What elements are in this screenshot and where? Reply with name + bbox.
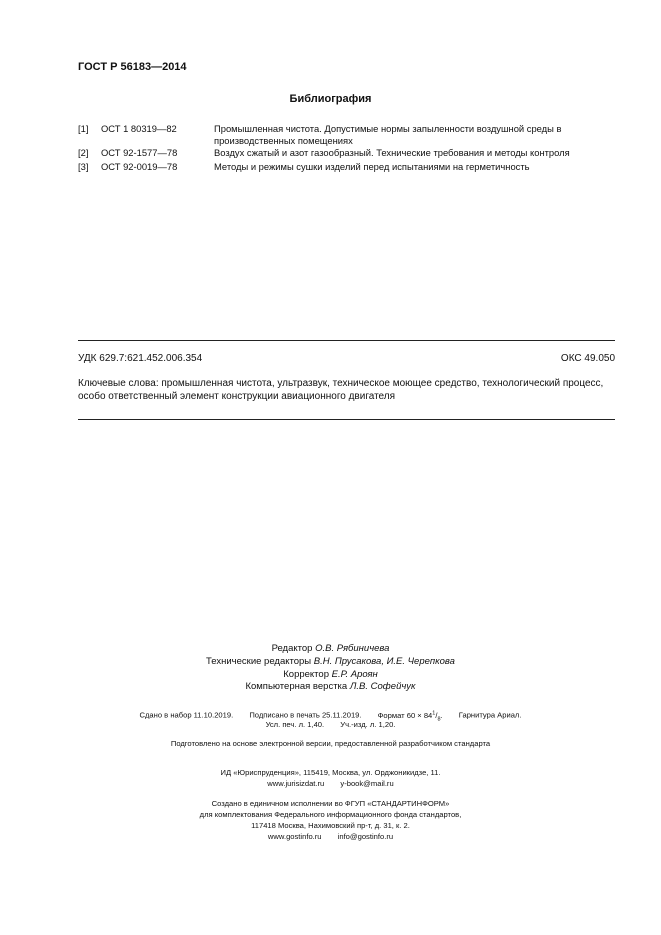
keywords-text: промышленная чистота, ультразвук, техническое моющее средство, технологический процесс, особо ответственный элемент конструкции авиационного двигателя — [78, 378, 604, 402]
prepared-note: Подготовлено на основе электронной версии, предоставленной разработчиком стандарта — [170, 739, 491, 748]
gostinfo-email-link[interactable]: info@gostinfo.ru — [337, 832, 394, 841]
staff-corrector: Корректор Е.Р. Ароян — [283, 669, 378, 680]
publisher-email-link[interactable]: y-book@mail.ru — [340, 779, 394, 788]
oks-code: ОКС 49.050 — [560, 353, 615, 364]
publisher-contacts — [0, 778, 661, 790]
corrector-name: Е.Р. Ароян — [331, 669, 378, 680]
entry-number: [2] — [78, 147, 89, 158]
print-data: Сдано в набор 11.10.2019. Подписано в печать 25.11.2019. Формат $60 \times 84^1/_8$. Гарнитура Ариал. — [139, 710, 522, 723]
divider-top — [78, 340, 615, 341]
layout-name: Л.В. Софейчук — [349, 681, 416, 692]
entry-code: ОСТ 92-1577—78 — [101, 147, 178, 158]
sheets-data: Усл. печ. л. 1,40. Уч.-изд. л. 1,20. — [265, 720, 396, 729]
publisher-address: ИД «Юриспруденция», 115419, Москва, ул. Орджоникидзе, 11. — [220, 768, 441, 777]
keywords-block — [78, 377, 618, 403]
created-line-2: для комплектования Федерального информационного фонда стандартов, — [199, 810, 462, 819]
divider-bottom — [78, 419, 615, 420]
gostinfo-contacts — [0, 831, 661, 843]
editor-name: О.В. Рябиничева — [315, 643, 390, 654]
entry-number: [1] — [78, 123, 89, 134]
created-line-1: Создано в единичном исполнении во ФГУП «СТАНДАРТИНФОРМ» — [211, 799, 450, 808]
entry-description: Методы и режимы сушки изделий перед испытаниями на герметичность — [214, 161, 530, 172]
entry-code: ОСТ 1 80319—82 — [101, 123, 177, 134]
format-spec: Формат $60 \times 84^1/_8$. — [377, 710, 443, 723]
publisher-website-link[interactable]: www.jurisizdat.ru — [267, 779, 325, 788]
staff-layout: Компьютерная верстка Л.В. Софейчук — [245, 681, 416, 692]
created-line-3: 117418 Москва, Нахимовский пр-т, д. 31, к. 2. — [251, 821, 410, 830]
tech-editor-names: В.Н. Прусакова, И.Е. Черепкова — [313, 656, 455, 667]
entry-description: Промышленная чистота. Допустимые нормы запыленности воздушной среды в производственных помещениях — [214, 123, 562, 146]
staff-editor: Редактор О.В. Рябиничева — [271, 643, 390, 654]
entry-description: Воздух сжатый и азот газообразный. Технические требования и методы контроля — [214, 147, 570, 158]
udk-code: УДК 629.7:621.452.006.354 — [78, 353, 203, 364]
entry-number: [3] — [78, 161, 89, 172]
bibliography-title: Библиография — [289, 93, 372, 105]
entry-code: ОСТ 92-0019—78 — [101, 161, 178, 172]
gostinfo-website-link[interactable]: www.gostinfo.ru — [267, 832, 322, 841]
keywords-label: Ключевые слова: — [78, 378, 159, 389]
staff-tech-editors: Технические редакторы В.Н. Прусакова, И.Е. Черепкова — [206, 656, 455, 667]
document-header: ГОСТ Р 56183—2014 — [78, 61, 187, 73]
